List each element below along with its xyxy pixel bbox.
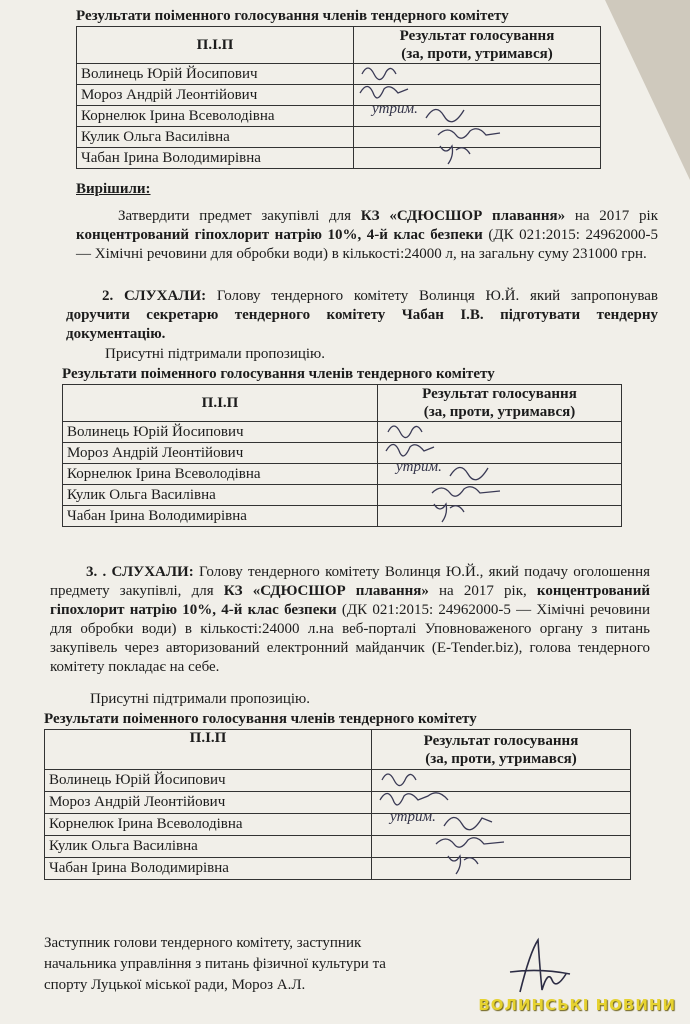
decision-text: на 2017 рік [565,208,658,224]
supported-note: Присутні підтримали пропозицію. [90,691,311,707]
vote-table-2 [62,384,622,527]
table-row [77,127,601,148]
col-result-header-line2: (за, проти, утримався) [423,404,576,420]
supported-note: Присутні підтримали пропозицію. [105,346,326,362]
member-name: Волинець Юрій Йосипович [63,422,378,443]
col-result-header-line1: Результат голосування [422,386,577,402]
table-row [63,422,622,443]
page-corner-shadow [605,0,690,180]
col-result-header-line2: (за, проти, утримався) [401,46,553,62]
vote-table-1 [76,26,601,169]
signature-icon [500,932,580,1002]
col-result-header-line1: Результат голосування [399,28,555,44]
member-name: Мороз Андрій Леонтійович [63,443,378,464]
table-row [63,485,622,506]
vote-handwritten: утрим. [390,809,436,825]
item-3-text: Голову тендерного комітету Волинця Ю.Й., який подачу оголошення предмету закупівлі, для [50,564,650,599]
vote-table-header [63,385,622,422]
table-row [63,506,622,527]
table-row [45,792,631,814]
member-name: Корнелюк Ірина Всеволодівна [45,814,372,836]
decision-paragraph [76,207,658,264]
item-3-org: КЗ «СДЮСШОР плавання» [223,583,429,599]
item-3-paragraph [50,563,650,677]
member-name: Чабан Ірина Володимирівна [77,148,354,169]
member-name: Кулик Ольга Василівна [63,485,378,506]
signatory-line: начальника управління з питань фізичної культури та [44,956,386,972]
signatory-line: Заступник голови тендерного комітету, заступник [44,935,362,951]
vote-table-header [45,730,631,770]
member-name: Чабан Ірина Володимирівна [45,858,372,880]
item-2-text: Голову тендерного комітету Волинця Ю.Й. який запропонував [206,288,659,304]
item-3-text: на 2017 рік, [428,583,537,599]
news-watermark: ВОЛИНСЬКІ НОВИНИ [478,996,676,1014]
signatory-line: спорту Луцької міської ради, Мороз А.Л. [44,977,306,993]
decision-heading: Вирішили: [76,181,151,197]
vote-section-1 [76,8,601,169]
member-name: Чабан Ірина Володимирівна [63,506,378,527]
decision-text: (ДК 021:2015: 24962000-5 — Хімічні речовини для обробки води) в кількості:24000 л, на загальну суму 231000 грн. [76,227,658,262]
table-row [77,148,601,169]
vote-handwritten: утрим. [396,459,442,475]
vote-handwritten: утрим. [372,101,418,117]
member-name: Кулик Ольга Василівна [77,127,354,148]
vote-signature-cell [378,506,622,527]
table-row [45,814,631,836]
vote-signature-cell [354,148,601,169]
table-row [45,858,631,880]
signatory-block [44,933,386,996]
vote-table-title: Результати поіменного голосування членів тендерного комітету [62,366,495,382]
col-result-header-line1: Результат голосування [423,732,579,749]
decision-item: концентрований гіпохлорит натрію 10%, 4-й клас безпеки [76,227,483,243]
item-2-bold: Чабан І.В. підготувати тендерну документацію. [66,307,658,342]
item-3-item: концентрований гіпохлорит натрію 10%, 4-й клас безпеки [50,583,650,618]
col-name-header: П.І.П [77,27,354,64]
signature-scribble-icon [428,500,498,526]
vote-table-title: Результати поіменного голосування членів тендерного комітету [76,8,509,24]
item-2-paragraph [66,287,658,344]
vote-table-3 [44,729,631,880]
vote-table-title: Результати поіменного голосування членів тендерного комітету [44,711,477,727]
member-name: Мороз Андрій Леонтійович [45,792,372,814]
table-row [45,836,631,858]
member-name: Кулик Ольга Василівна [45,836,372,858]
table-row [63,464,622,485]
signature-scribble-icon [434,142,504,168]
table-row [77,64,601,85]
vote-section-2 [62,366,622,527]
member-name: Волинець Юрій Йосипович [45,770,372,792]
member-name: Мороз Андрій Леонтійович [77,85,354,106]
item-2-bold: доручити секретарю тендерного комітету [66,307,402,323]
member-name: Корнелюк Ірина Всеволодівна [63,464,378,485]
item-3-text: (ДК 021:2015: 24962000-5 — Хімічні речовини для обробки води) в кількості:24000 л.на веб-порталі Уповноваженого органу з питань закупівель через авторизований електронний майданчик (E-Tender.biz), голова тендерного комітету покладає на себе. [50,602,650,675]
col-name-header: П.І.П [45,730,372,770]
item-3-label: 3. . СЛУХАЛИ: [86,564,194,580]
vote-table-header [77,27,601,64]
item-2-label: 2. СЛУХАЛИ: [102,288,207,304]
vote-signature-cell [378,485,622,506]
member-name: Волинець Юрій Йосипович [77,64,354,85]
vote-signature-cell [372,858,631,880]
col-result-header-line2: (за, проти, утримався) [425,750,577,767]
table-row [45,770,631,792]
vote-section-3 [44,711,631,880]
decision-org: КЗ «СДЮСШОР плавання» [360,208,566,224]
table-row [63,443,622,464]
table-row [77,85,601,106]
member-name: Корнелюк Ірина Всеволодівна [77,106,354,127]
col-name-header: П.І.П [63,385,378,422]
signature-scribble-icon [442,852,512,878]
decision-text: Затвердити предмет закупівлі для [118,208,361,224]
